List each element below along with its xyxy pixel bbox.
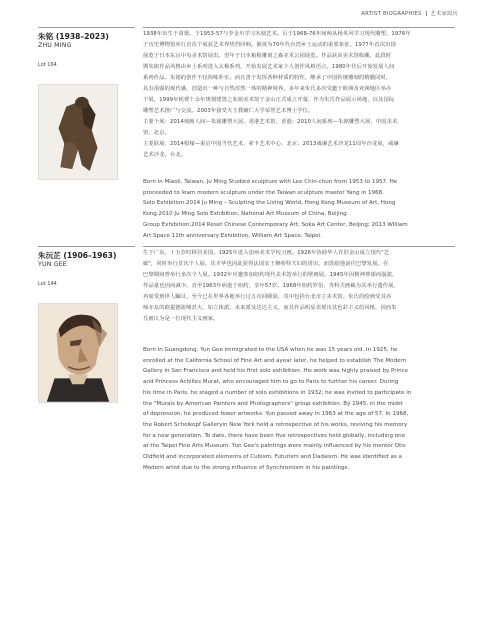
portrait-artwork (39, 304, 117, 402)
artist-name-en: ZHU MING (38, 42, 72, 49)
bio-en-line: Gallery in San Francisco and held his first solo exhibition. His work was highly praised by Prince (143, 368, 409, 375)
bio-cn-line: 于历史博物馆举行首次个展获艺术界热烈回响。被视为70年代台湾乡土运动的重要象征。1977年首次出国 (143, 42, 396, 48)
bio-en-line: Born in Guangdong, Yun Gee immigrated to the USA when he was 15 years old. In 1925, he (143, 347, 398, 353)
divider-rule-left (38, 246, 135, 247)
bio-cn-line: 馆，北京。 (143, 130, 170, 136)
bronze-figure-sculpture-image (38, 84, 118, 180)
artist-name-cn: 朱沅芷 (1906–1963) (38, 251, 117, 260)
header-section-en: ARTIST BIOGRAPHIES (361, 11, 422, 17)
cubist-portrait-painting-image (38, 303, 118, 403)
bio-en-line: proceeded to learn modern sculpture under the Taiwan sculpture master Yang in 1968. (143, 189, 384, 196)
bio-en-line: his time in Paris, he staged a number of solo exhibitions in 1932; he was invited to participate in (143, 389, 412, 396)
bio-cn-line: 雕塑艺术推广与交流。2003年接受天主教辅仁大学荣誉艺术博士学位。 (143, 108, 314, 114)
bio-en-line: Born in Miaoli, Taiwan, Ju Ming Studied sculpture with Lee Chin-chun from 1953 to 1957. He (143, 179, 398, 185)
bio-cn-line: 1938年出生于苗栗。于1953-57与李金川学习木刻艺术。后于1968-76年间师从杨英风学习现代雕塑。1976年 (143, 31, 411, 37)
biography-en (143, 177, 455, 241)
bio-cn-line: 巴黎期间曾举行多次个人展。1932年应邀参加纽约现代美术馆举行的壁画展。1945年因精神抑郁而崩溃， (143, 272, 398, 278)
bio-en-line: enrolled at the California School of Fine Art and ayear later, he helped to establish The Modern (143, 357, 407, 364)
bio-cn-line: 期朱铭作品风格由乡土系列进入太极系列，开始发展艺术家个人创作风格语言。1980年代后开始发展人间 (143, 64, 395, 70)
bio-en-line: Art Space 11th anniversary Exhibition, William Art Space, Taipei. (143, 232, 322, 239)
artist-name-en: YUN GEE (38, 261, 67, 268)
bio-cn-line: 具有很强的现代感，创造出一种与自然浑然一体的精神境界。多年来朱氏多次受邀于欧洲及亚洲地区举办 (143, 86, 392, 92)
bio-cn-line: 氏被认为是一位现代主义画家。 (143, 316, 219, 322)
lot-number: Lot 144 (38, 281, 57, 287)
divider-rule-right (143, 27, 455, 28)
bio-en-line: Group Exhibition:2014 Reset Chinese Contemporary Art, Soka Art Center, Beijing; 2013 William (143, 221, 408, 228)
bio-cn-line: 艺术沙龙，台北。 (143, 152, 187, 158)
bio-cn-line: 再度受到世人瞩目。至今已在世界各地举行过五次回顾展，其中包括台北市立美术馆。朱氏的绘画受其亦 (143, 294, 392, 300)
divider-rule-left (38, 27, 135, 28)
bio-cn-line: 廊"，同时举行首次个人展。其才华也因此获得法国亲王穆哈特夫妇的赏识，而鼓励他前往巴黎发展。在 (143, 261, 389, 267)
bio-cn-line: 作品量也因而减少。直至1963年病逝于纽约，享年57岁。1968年纽约罗伯，寿科夫画廊为其举行遗作展， (143, 283, 399, 289)
biography-cn (143, 248, 455, 325)
biography-cn (143, 29, 455, 161)
bio-en-line: Modern artist due to the strong influence of Synchromism in his paintings. (143, 464, 350, 471)
biography-en (143, 345, 455, 473)
sculpture-artwork (39, 85, 117, 179)
bio-cn-line: 主要个展：2014刻画人间—朱铭雕塑大展，香港艺术馆，香港；2010人间系列—朱铭雕塑大展，中国美术 (143, 119, 398, 125)
divider-rule-right (143, 246, 455, 247)
bio-en-line: Kong.2010 Ju Ming Solo Exhibition, National Art Museum of China, Beijing. (143, 211, 349, 218)
bio-en-line: and Princess Achilles Murat, who encouraged him to go to Paris to further his career. During (143, 379, 399, 386)
bio-cn-line: 系列作品。朱铭的创作不仅简练朴实，而且善于发挥各种材质的特性，继承了中国传统雕刻的精髓同时， (143, 75, 392, 81)
bio-en-line: the Robert Scholkopf Galleryin New York held a retrospective of his works, reviving his memory (143, 421, 408, 428)
bio-en-line: of depression, he produced fewer artworks. Yun passed away in 1963 at the age of 57. In 1968, (143, 411, 409, 418)
bio-cn-line: 个展，1999年耗费十余年规划建置之朱铭美术馆于金山正式成立开幕，作为朱氏作品展示场地，以及国际 (143, 97, 395, 103)
bio-en-line: at the Taipei Fine Arts Museum. Yun Gee's paintings were mainly influenced by his mentor Otis (143, 443, 406, 450)
bio-cn-line: 生于广东，十五岁时移居美国。1925年进入加州美术学校习画。1926年协助华人在旧金山成立现代"艺 (143, 250, 390, 256)
bio-en-line: for a new generation. To date, there have been five retrospectives held globally, including one (143, 432, 406, 439)
lot-number: Lot 164 (38, 62, 57, 68)
bio-cn-line: 主要联展：2014根缘—重启中国当代艺术，索卡艺术中心，北京；2013威廉艺术沙龙11周年沙龙展，威廉 (143, 141, 399, 147)
page-header (361, 10, 458, 17)
bio-en-line: Solo Exhibition:2014 Ju Ming – Sculpting the Living World, Hong Kong Museum of Art, Hong (143, 200, 396, 207)
bio-cn-line: 展览于日本东京中央美术馆展出。翌年于日本箱根雕刻之森美术公园展览。作品获该美术馆收藏，此段时 (143, 53, 392, 59)
header-divider (426, 11, 427, 16)
artist-name-cn: 朱铭 (1938–2023) (38, 32, 109, 41)
header-section-cn: 艺术家简历 (430, 11, 458, 17)
bio-cn-line: 师亦友的欧提德影响甚大，如立体派、未来派及达达主义，而其作品明显表现出其色彩主义的风格，因而朱 (143, 305, 397, 311)
bio-en-line: the "Murals by American Painters and Photographers" group exhibition. By 1945, in the midst (143, 400, 403, 407)
bio-en-line: Oldfield and incorporated elements of Cubism, Futurism and Dadaism. He was identified as a (143, 454, 402, 461)
